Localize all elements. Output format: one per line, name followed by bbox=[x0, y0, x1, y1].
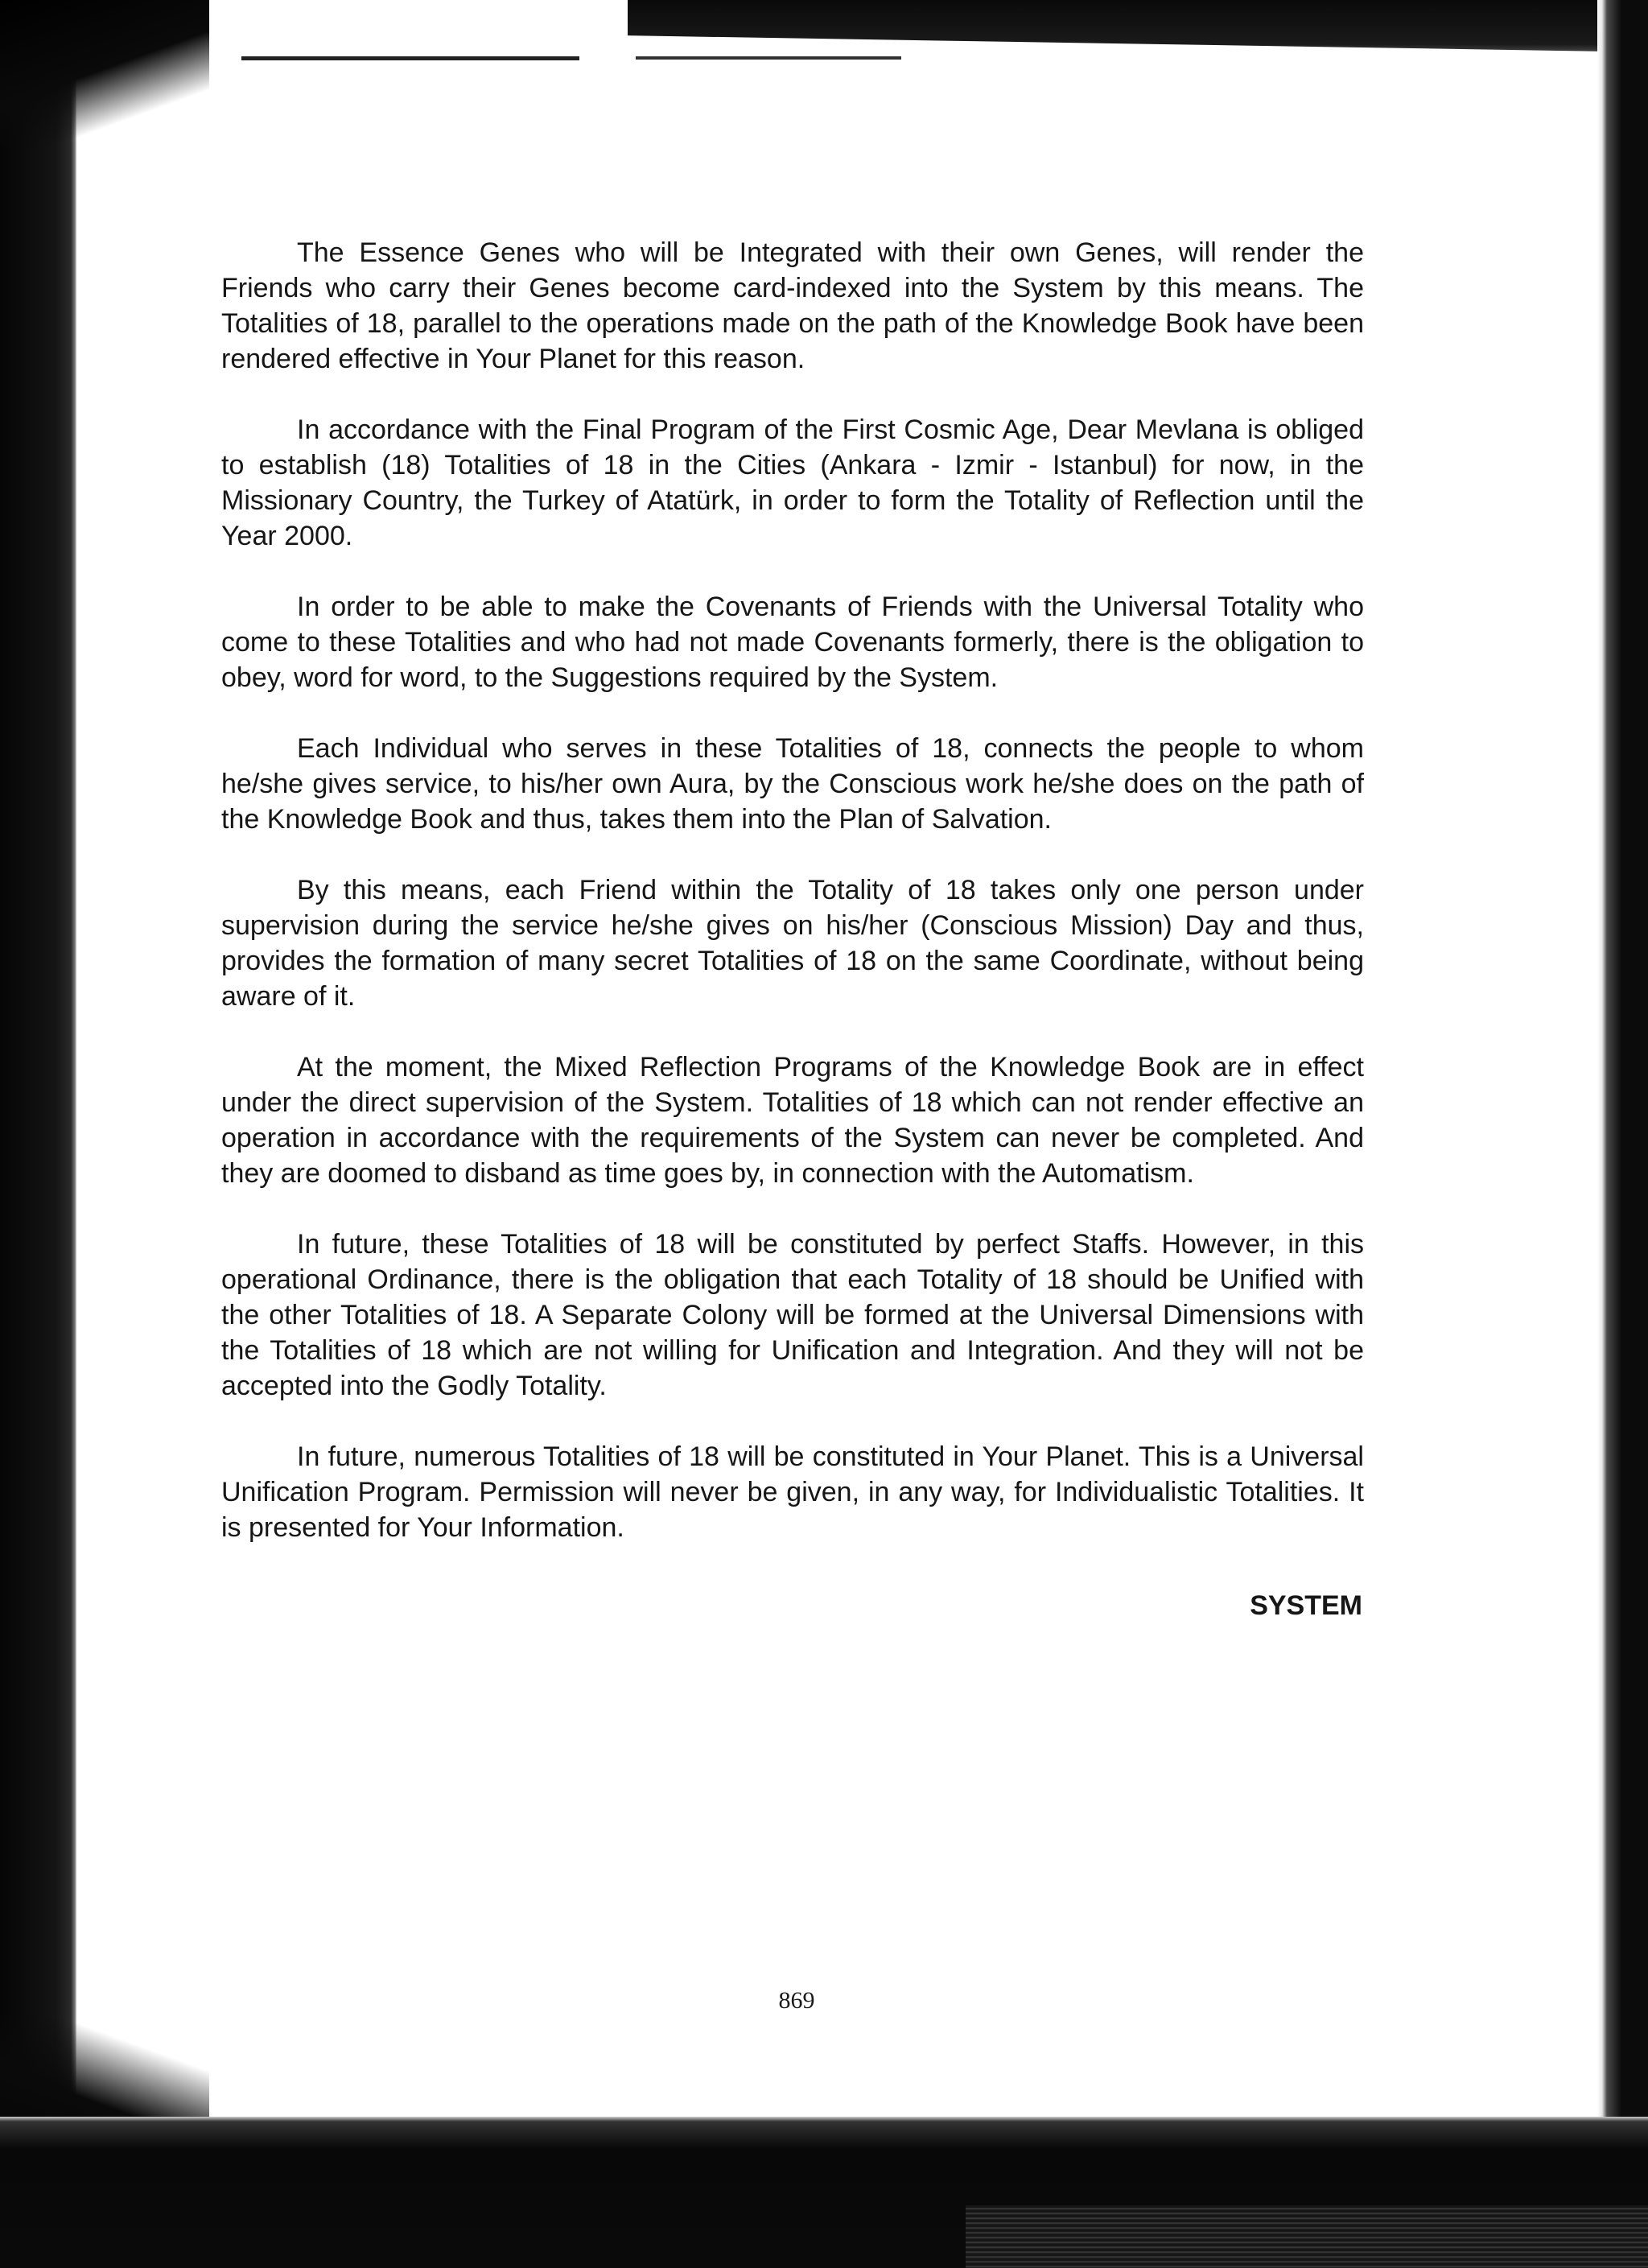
paragraph: The Essence Genes who will be Integrated with their own Genes, will render the Friends who carry their Genes become card-indexed into the System by this means. The Totalities of 18, parallel to the operations made on the path of the Knowledge Book have been rendered effective in Your Planet for this reason. bbox=[221, 237, 1364, 374]
body-text bbox=[221, 235, 1364, 1581]
paragraph: At the moment, the Mixed Reflection Programs of the Knowledge Book are in effect under the direct supervision of the System. Totalities of 18 which can not render effective an operation in accordance with the requirements of the System can never be completed. And they are doomed to disband as time goes by, in connection with the Automatism. bbox=[221, 1052, 1364, 1189]
signature: SYSTEM bbox=[1250, 1590, 1362, 1621]
paragraph: In accordance with the Final Program of the First Cosmic Age, Dear Mevlana is obliged to establish (18) Totalities of 18 in the Cities (Ankara - Izmir - Istanbul) for now, in the Missionary Country, the Turkey of Atatürk, in order to form the Totality of Reflection until the Year 2000. bbox=[221, 414, 1364, 551]
scan-line-top-left bbox=[241, 56, 579, 60]
scan-border-right bbox=[1597, 0, 1648, 2268]
paragraph: In future, numerous Totalities of 18 will be constituted in Your Planet. This is a Universal Unification Program. Permission will never be given, in any way, for Individualistic Totalities. It is presented for Your Information. bbox=[221, 1441, 1364, 1543]
scan-line-top-middle bbox=[636, 56, 901, 60]
paragraph: By this means, each Friend within the Totality of 18 takes only one person under supervision during the service he/she gives on his/her (Conscious Mission) Day and thus, provides the formation of many secret Totalities of 18 on the same Coordinate, without being aware of it. bbox=[221, 875, 1364, 1012]
scan-border-left bbox=[0, 0, 76, 2268]
scan-shadow-top-left bbox=[0, 0, 209, 161]
page-number: 869 bbox=[778, 1987, 815, 2014]
paragraph: In future, these Totalities of 18 will be constituted by perfect Staffs. However, in this operational Ordinance, there is the obligation that each Totality of 18 should be Unified with the other Totalities of 18. A Separate Colony will be formed at the Universal Dimensions with the Totalities of 18 which are not willing for Unification and Integration. And they will not be accepted into the Godly Totality. bbox=[221, 1229, 1364, 1401]
paragraph: Each Individual who serves in these Totalities of 18, connects the people to whom he/she gives service, to his/her own Aura, by the Conscious work he/she does on the path of the Knowledge Book and thus, takes them into the Plan of Salvation. bbox=[221, 733, 1364, 835]
paragraph: In order to be able to make the Covenants of Friends with the Universal Totality who come to these Totalities and who had not made Covenants formerly, there is the obligation to obey, word for word, to the Suggestions required by the System. bbox=[221, 592, 1364, 693]
scan-border-top bbox=[628, 0, 1648, 74]
scan-streak-bottom bbox=[966, 2205, 1648, 2268]
